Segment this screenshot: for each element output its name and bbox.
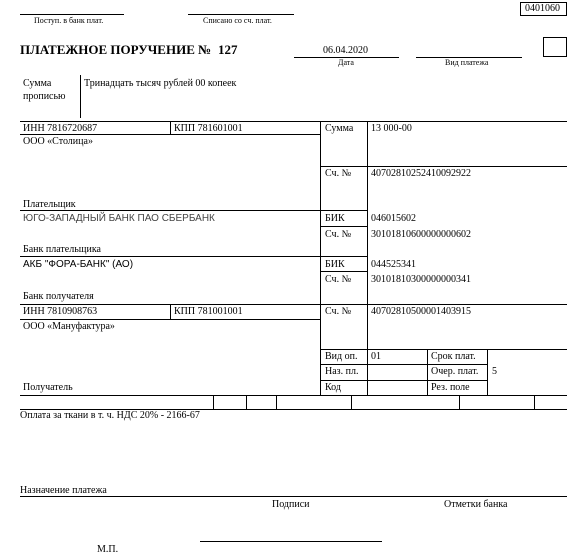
op-type-label: Вид оп.	[325, 351, 358, 362]
grid-line	[487, 349, 488, 396]
amount-words-label-1: Сумма	[23, 78, 52, 89]
payer-bank-corr-label: Сч. №	[325, 229, 352, 240]
grid-line	[170, 121, 171, 134]
grid-line	[320, 364, 487, 365]
payee-account: 40702810500001403915	[371, 306, 471, 317]
payee-kpp: КПП 781001001	[174, 306, 243, 317]
grid-line	[20, 395, 567, 396]
payee-bank-corr: 30101810300000000341	[371, 274, 471, 285]
payee-name: ООО «Мануфактура»	[23, 321, 115, 332]
document-number: 127	[218, 42, 238, 57]
payer-bank-bik: 046015602	[371, 213, 416, 224]
grid-line	[427, 349, 428, 396]
grid-line	[20, 134, 320, 135]
corner-box	[543, 37, 567, 57]
grid-line	[367, 121, 368, 396]
payer-inn: ИНН 7816720687	[23, 123, 98, 134]
document-date: 06.04.2020	[323, 45, 368, 56]
received-line	[20, 14, 124, 15]
payee-bank-name: АКБ "ФОРА-БАНК" (АО)	[23, 259, 134, 270]
payee-bank-bik-label: БИК	[325, 259, 345, 270]
purpose-code-label: Наз. пл.	[325, 366, 359, 377]
payer-bank-label: Банк плательщика	[23, 244, 101, 255]
payer-name: ООО «Столица»	[23, 136, 93, 147]
debited-line	[188, 14, 294, 15]
document-title: ПЛАТЕЖНОЕ ПОРУЧЕНИЕ №	[20, 42, 212, 57]
payee-bank-bik: 044525341	[371, 259, 416, 270]
grid-line	[20, 210, 367, 211]
amount-words-label-2: прописью	[23, 91, 66, 102]
grid-line	[170, 304, 171, 319]
grid-line	[20, 256, 367, 257]
grid-line	[320, 380, 487, 381]
grid-line	[320, 226, 367, 227]
payer-bank-bik-label: БИК	[325, 213, 345, 224]
grid-line	[351, 395, 352, 409]
payer-account: 40702810252410092922	[371, 168, 471, 179]
received-label: Поступ. в банк плат.	[34, 16, 104, 25]
grid-line	[459, 395, 460, 409]
payee-bank-corr-label: Сч. №	[325, 274, 352, 285]
payment-type-label: Вид платежа	[445, 58, 489, 67]
op-type-value: 01	[371, 351, 381, 362]
grid-line	[320, 271, 367, 272]
purpose-label: Назначение платежа	[20, 485, 107, 496]
payer-bank-corr: 30101810600000000602	[371, 229, 471, 240]
grid-line	[246, 395, 247, 409]
priority-label: Очер. плат.	[431, 366, 479, 377]
grid-line	[20, 319, 320, 320]
grid-line	[213, 395, 214, 409]
payee-label: Получатель	[23, 382, 73, 393]
amount-words-divider	[80, 75, 81, 118]
purpose-text: Оплата за ткани в т. ч. НДС 20% - 2166-67	[20, 410, 200, 421]
grid-line	[320, 121, 321, 396]
date-label: Дата	[338, 58, 354, 67]
priority-value: 5	[492, 366, 497, 377]
term-label: Срок плат.	[431, 351, 476, 362]
grid-line	[276, 395, 277, 409]
signatures-label: Подписи	[272, 499, 310, 510]
amount-label: Сумма	[325, 123, 354, 134]
grid-line	[534, 395, 535, 409]
amount-value: 13 000-00	[371, 123, 412, 134]
payer-account-label: Сч. №	[325, 168, 352, 179]
grid-line	[320, 349, 567, 350]
reserve-label: Рез. поле	[431, 382, 470, 393]
amount-words-value: Тринадцать тысяч рублей 00 копеек	[84, 78, 237, 89]
payer-label: Плательщик	[23, 199, 76, 210]
form-code: 0401060	[525, 3, 560, 14]
debited-label: Списано со сч. плат.	[203, 16, 272, 25]
grid-line	[20, 304, 567, 305]
grid-line	[20, 121, 567, 122]
stamp-label: М.П.	[97, 544, 119, 555]
grid-line	[320, 166, 567, 167]
signature-line	[200, 541, 382, 542]
payee-account-label: Сч. №	[325, 306, 352, 317]
payer-bank-name: ЮГО-ЗАПАДНЫЙ БАНК ПАО СБЕРБАНК	[23, 213, 215, 224]
payee-bank-label: Банк получателя	[23, 291, 94, 302]
payee-inn: ИНН 7810908763	[23, 306, 98, 317]
grid-line	[20, 496, 567, 497]
payer-kpp: КПП 781601001	[174, 123, 243, 134]
code-label: Код	[325, 382, 341, 393]
bank-marks-label: Отметки банка	[444, 499, 508, 510]
